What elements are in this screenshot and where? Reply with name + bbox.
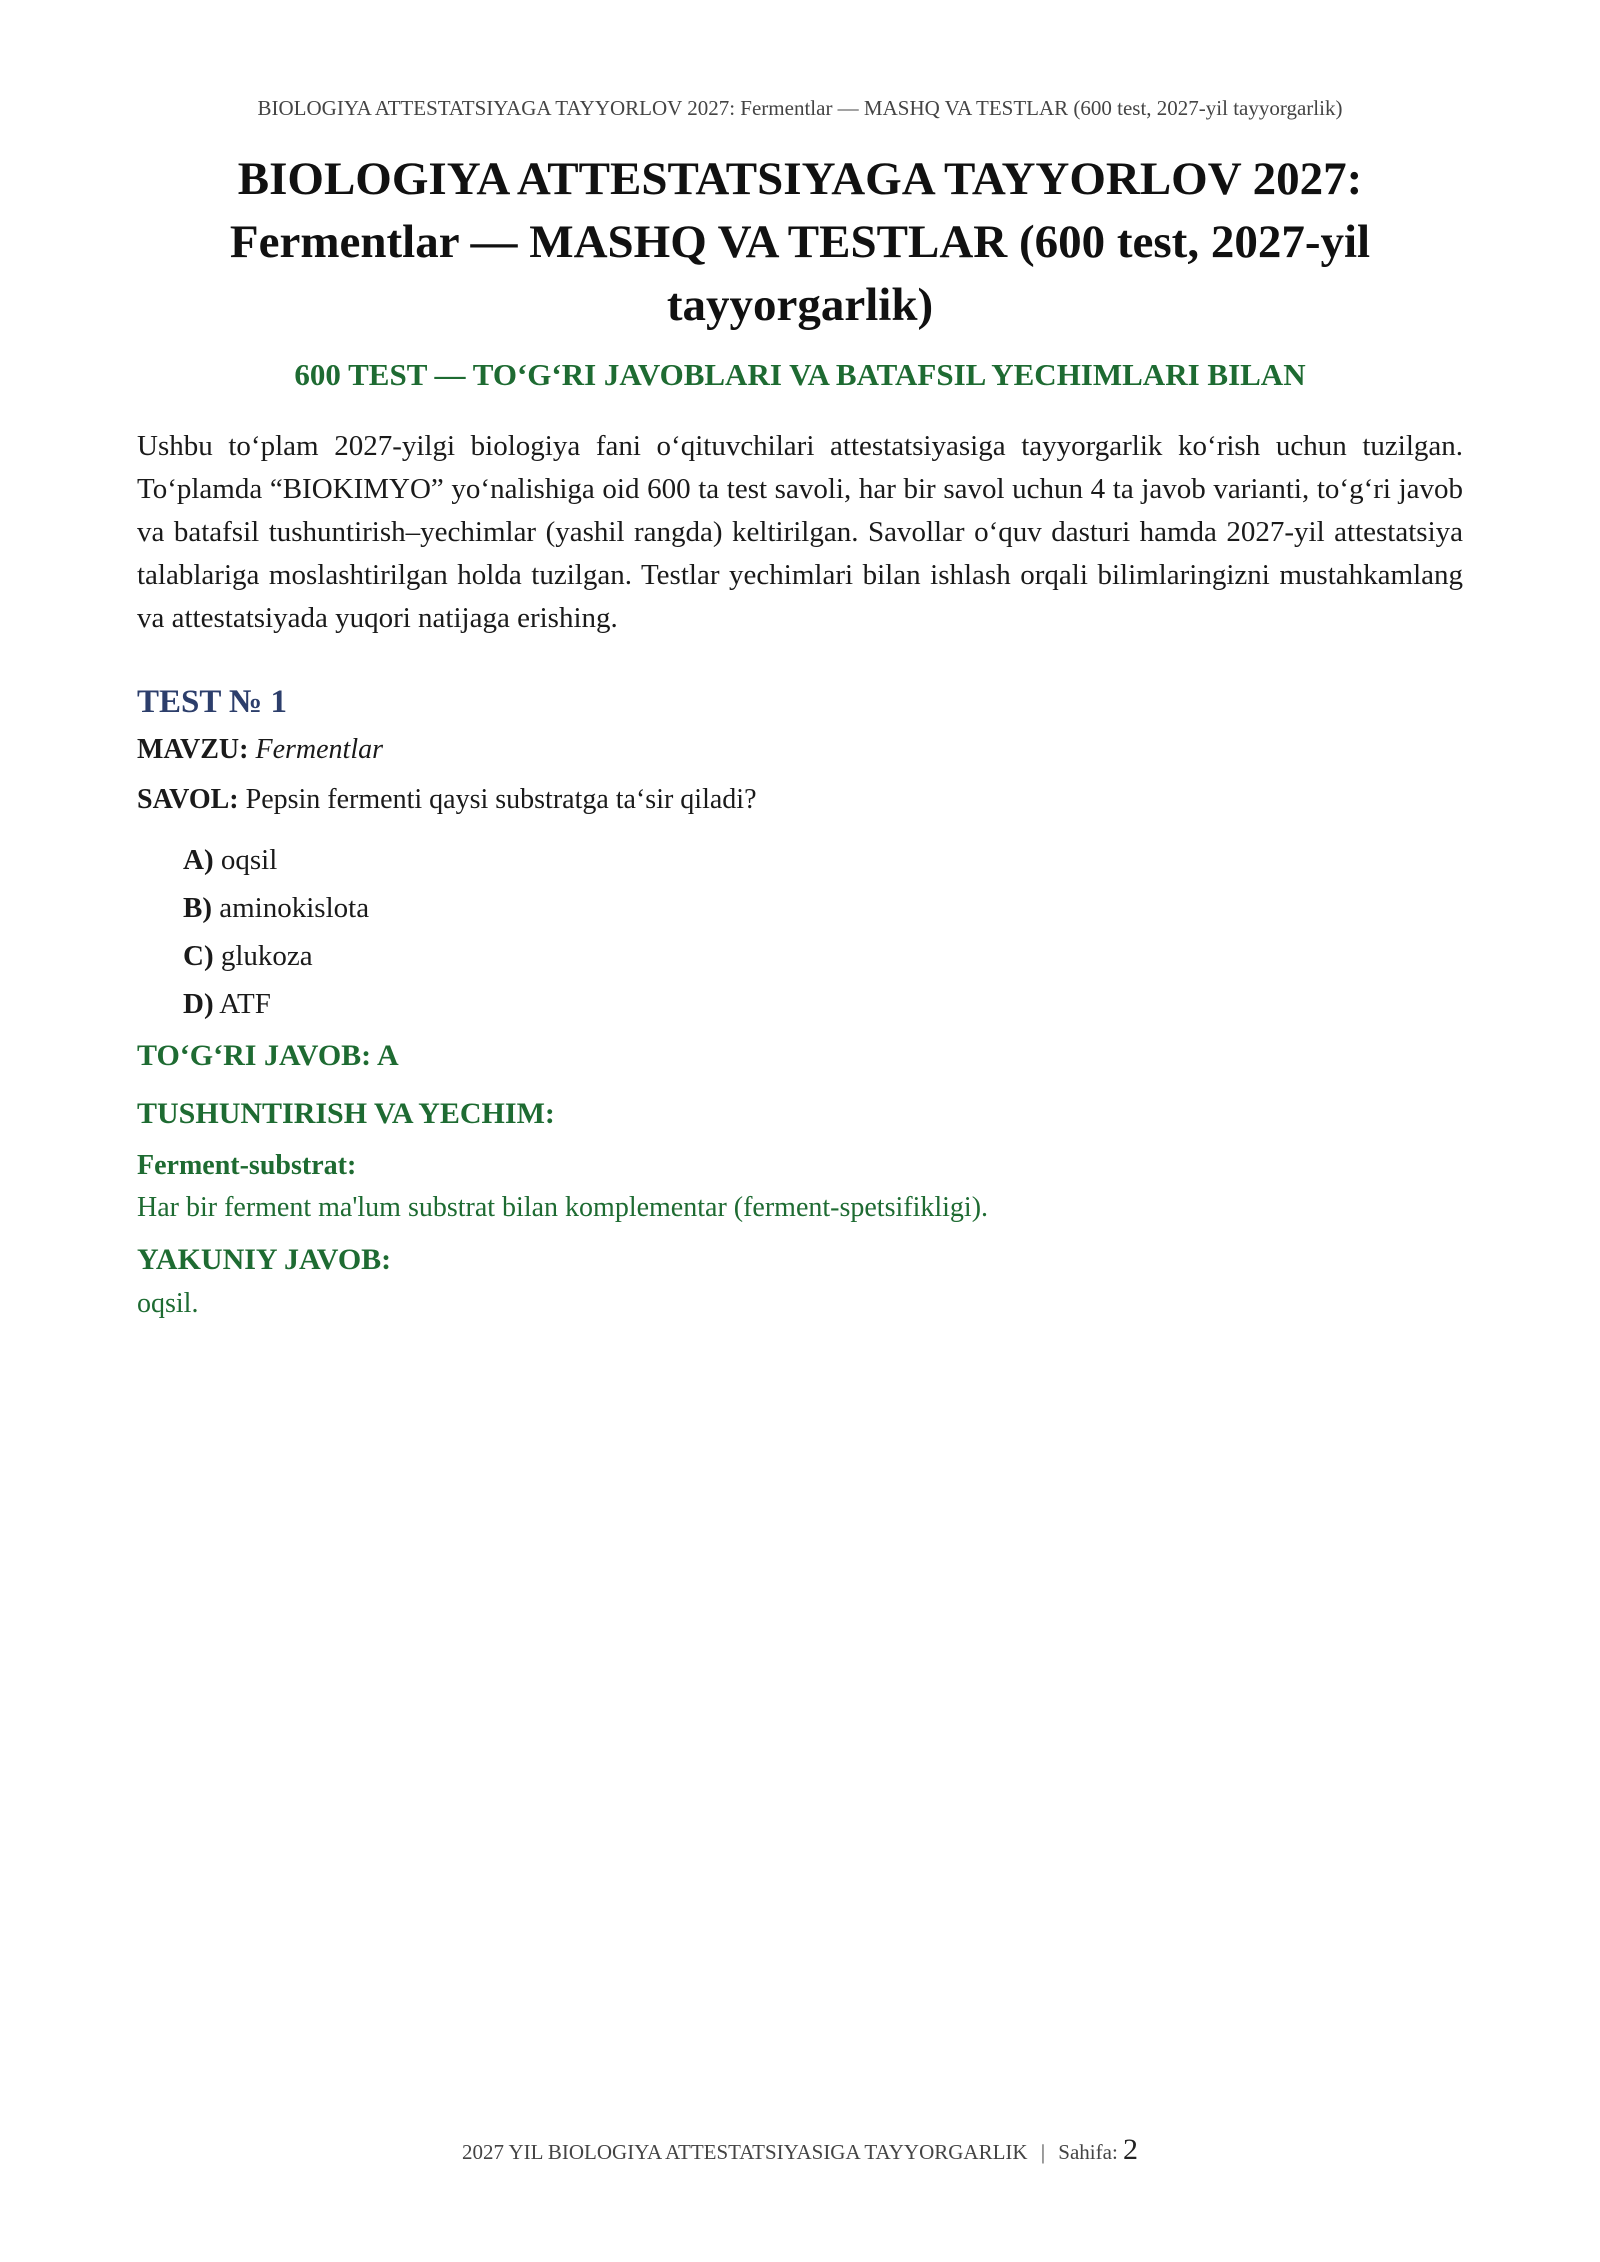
option-letter: A): [183, 844, 214, 876]
document-body: [137, 148, 1463, 1326]
title-line-1: BIOLOGIYA ATTESTATSIYAGA TAYYORLOV 2027:: [237, 153, 1363, 205]
option-b: [183, 884, 1463, 932]
explanation-heading: TUSHUNTIRISH VA YECHIM:: [137, 1097, 555, 1130]
option-text: oqsil: [220, 844, 278, 876]
option-letter: B): [183, 892, 212, 924]
intro-paragraph: Ushbu to‘plam 2027-yilgi biologiya fani o‘qituvchilari attestatsiyasiga tayyorgarlik ko‘rish uchun tuzilgan. To‘plamda “BIOKIMYO” yo‘nalishiga oid 600 ta test savoli, har bir savol uchun 4 ta javob varianti, to‘g‘ri javob va batafsil tushuntirish–yechimlar (yashil rangda) keltirilgan. Savollar o‘quv dasturi hamda 2027-yil attestatsiya talablariga moslashtirilgan holda tuzilgan. Testlar yechimlari bilan ishlash orqali bilimlaringizni mustahkamlang va attestatsiyada yuqori natijaga erishing.: [137, 430, 1463, 634]
explanation-text: Har bir ferment ma'lum substrat bilan komplementar (ferment-spetsifikligi).: [137, 1192, 989, 1223]
final-answer-text: oqsil.: [137, 1288, 199, 1319]
final-answer-heading: YAKUNIY JAVOB:: [137, 1243, 392, 1276]
page-footer: [0, 2133, 1600, 2167]
option-letter: D): [183, 988, 214, 1020]
document-title: [137, 148, 1463, 337]
test-heading: TEST № 1: [137, 684, 287, 720]
topic-value: Fermentlar: [255, 734, 384, 765]
option-c: [183, 932, 1463, 980]
page-label: Sahifa:: [1058, 2140, 1118, 2164]
document-subtitle: 600 TEST — TO‘G‘RI JAVOBLARI VA BATAFSIL YECHIMLARI BILAN: [294, 357, 1306, 392]
question-label: SAVOL:: [137, 784, 239, 815]
title-line-3: tayyorgarlik): [666, 279, 934, 331]
correct-answer: TO‘G‘RI JAVOB: A: [137, 1039, 399, 1072]
page-number: 2: [1123, 2133, 1139, 2166]
option-text: aminokislota: [219, 892, 370, 924]
option-d: [183, 980, 1463, 1028]
option-text: ATF: [219, 988, 271, 1020]
footer-separator: |: [1040, 2140, 1046, 2164]
option-text: glukoza: [220, 940, 313, 972]
option-letter: C): [183, 940, 214, 972]
explanation-subheading: Ferment-substrat:: [137, 1150, 357, 1181]
answer-options: [137, 836, 1463, 1028]
question-line: [137, 780, 1463, 820]
option-a: [183, 836, 1463, 884]
title-line-2: Fermentlar — MASHQ VA TESTLAR (600 test, 2027-yil: [229, 216, 1371, 268]
footer-text: 2027 YIL BIOLOGIYA ATTESTATSIYASIGA TAYYORGARLIK: [461, 2140, 1028, 2164]
topic-label: MAVZU:: [137, 734, 249, 765]
topic-line: [137, 730, 1463, 770]
question-text: Pepsin fermenti qaysi substratga ta‘sir qiladi?: [245, 784, 757, 815]
running-header: BIOLOGIYA ATTESTATSIYAGA TAYYORLOV 2027: Fermentlar — MASHQ VA TESTLAR (600 test, 2027-yil tayyorgarlik): [257, 96, 1343, 120]
